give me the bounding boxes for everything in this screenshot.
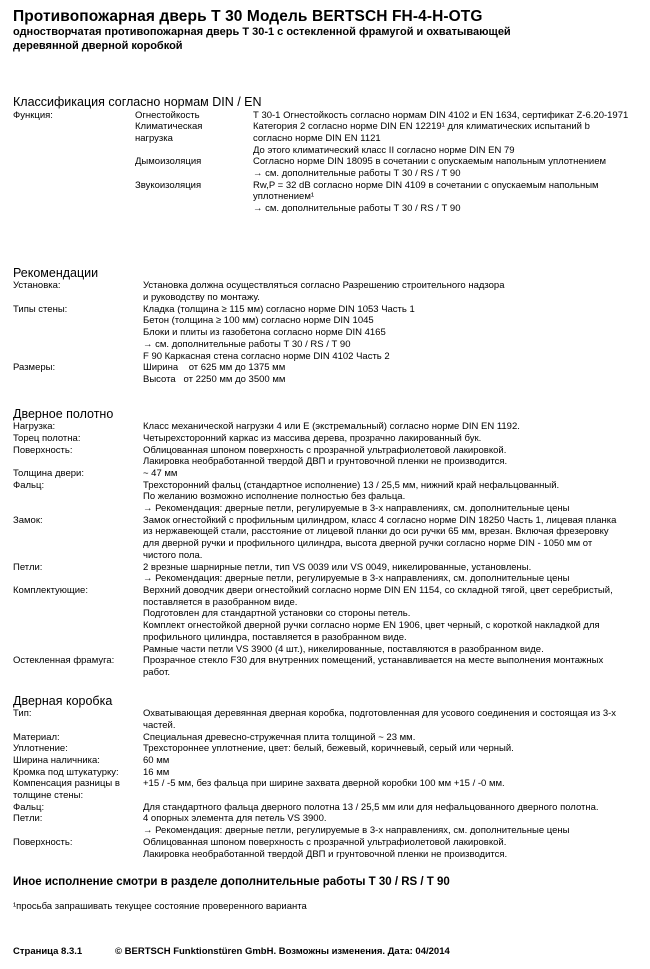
spec-row bbox=[13, 110, 638, 122]
section-heading-door-frame: Дверная коробка bbox=[13, 693, 113, 708]
spec-row bbox=[13, 156, 638, 168]
section-recommendations bbox=[13, 267, 638, 386]
row-label: Уплотнение: bbox=[13, 743, 68, 755]
row-label bbox=[13, 339, 143, 351]
row-text: По желанию возможно исполнение полностью без фальца. bbox=[143, 491, 406, 503]
row-label bbox=[13, 825, 143, 837]
row-sublabel bbox=[135, 191, 253, 203]
row-text: и руководству по монтажу. bbox=[143, 292, 260, 304]
spec-row bbox=[13, 468, 638, 480]
row-label: Установка: bbox=[13, 280, 61, 292]
row-label bbox=[13, 292, 143, 304]
row-text: Т 30-1 Огнестойкость согласно нормам DIN 4102 и EN 1634, сертификат Z-6.20-1971 bbox=[253, 109, 629, 121]
row-text: 16 мм bbox=[143, 766, 170, 778]
recommendations-rows bbox=[13, 280, 638, 385]
spec-row bbox=[13, 168, 638, 180]
spec-row bbox=[13, 304, 638, 316]
row-label bbox=[13, 168, 135, 180]
row-text: Класс механической нагрузки 4 или Е (экстремальный) согласно норме DIN EN 1192. bbox=[143, 421, 520, 433]
row-label bbox=[13, 526, 143, 538]
row-text: поставляется в разобранном виде. bbox=[143, 596, 298, 608]
row-text: Лакировка необработанной твердой ДВП и грунтовочной пленки не производится. bbox=[143, 848, 508, 860]
spec-row bbox=[13, 813, 638, 825]
row-text: Облицованная шпоном поверхность с прозрачной ультрафиолетовой лакировкой. bbox=[143, 836, 507, 848]
row-text: Rw,P = 32 dB согласно норме DIN 4109 в сочетании с опускаемым напольным bbox=[253, 179, 599, 191]
spec-row bbox=[13, 503, 638, 515]
row-sublabel: Звукоизоляция bbox=[135, 179, 202, 191]
spec-row bbox=[13, 644, 638, 656]
spec-row bbox=[13, 732, 638, 744]
spec-row bbox=[13, 790, 638, 802]
row-text: чистого пола. bbox=[143, 549, 203, 561]
row-text: Прозрачное стекло F30 для внутренних помещений, устанавливается на месте выполнения монтажных bbox=[143, 655, 604, 667]
spec-row bbox=[13, 315, 638, 327]
spec-row bbox=[13, 191, 638, 203]
row-sublabel: Огнестойкость bbox=[135, 109, 200, 121]
spec-row bbox=[13, 203, 638, 215]
row-text: Четырехсторонний каркас из массива дерева, прозрачно лакированный бук. bbox=[143, 432, 482, 444]
spec-row bbox=[13, 339, 638, 351]
row-label: Петли: bbox=[13, 561, 43, 573]
row-label: Поверхность: bbox=[13, 444, 73, 456]
row-text: 2 врезные шарнирные петли, тип VS 0039 или VS 0049, никелированные, установлены. bbox=[143, 561, 532, 573]
row-label: Остекленная фрамуга: bbox=[13, 655, 115, 667]
row-text: Замок огнестойкий с профильным цилиндром, класс 4 согласно норме DIN 18250 Часть 1, лицевая планка bbox=[143, 514, 617, 526]
row-label: Нагрузка: bbox=[13, 421, 56, 433]
spec-row bbox=[13, 573, 638, 585]
row-label bbox=[13, 121, 135, 133]
row-text: Комплект огнестойкой дверной ручки согласно норме EN 1906, цвет черный, с короткой накладкой для bbox=[143, 620, 600, 632]
row-label: Толщина двери: bbox=[13, 467, 84, 479]
row-label bbox=[13, 720, 143, 732]
row-label bbox=[13, 632, 143, 644]
spec-row bbox=[13, 597, 638, 609]
spec-row bbox=[13, 433, 638, 445]
row-text: Трехстороннее уплотнение, цвет: белый, бежевый, коричневый, серый или черный. bbox=[143, 743, 514, 755]
row-text: Охватывающая деревянная дверная коробка, подготовленная для усового соединения и состоящая из 3-х bbox=[143, 708, 617, 720]
section-classification bbox=[13, 96, 638, 215]
row-label bbox=[13, 351, 143, 363]
section-heading-recommendations: Рекомендации bbox=[13, 265, 99, 280]
row-text: F 90 Каркасная стена согласно норме DIN 4102 Часть 2 bbox=[143, 350, 390, 362]
row-text: Блоки и плиты из газобетона согласно норме DIN 4165 bbox=[143, 327, 386, 339]
spec-row bbox=[13, 327, 638, 339]
row-text: Подготовлен для стандартной установки со стороны петель. bbox=[143, 608, 411, 620]
row-text: профильного цилиндра, поставляется в разобранном виде. bbox=[143, 631, 407, 643]
section-heading-door-leaf: Дверное полотно bbox=[13, 406, 114, 421]
row-text: → Рекомендация: дверные петли, регулируемые в 3-х направлениях, см. дополнительные цены bbox=[143, 825, 570, 837]
row-label: Замок: bbox=[13, 514, 43, 526]
row-label: толщине стены: bbox=[13, 790, 84, 802]
row-text: +15 / -5 мм, без фальца при ширине захвата дверной коробки 100 мм +15 / -0 мм. bbox=[143, 778, 505, 790]
spec-row bbox=[13, 374, 638, 386]
row-text: уплотнением¹ bbox=[253, 191, 315, 203]
row-label bbox=[13, 644, 143, 656]
row-label bbox=[13, 550, 143, 562]
row-text: → Рекомендация: дверные петли, регулируемые в 3-х направлениях, см. дополнительные цены bbox=[143, 573, 570, 585]
page-footer bbox=[13, 946, 637, 958]
spec-row bbox=[13, 778, 638, 790]
spec-row bbox=[13, 755, 638, 767]
row-label: Типы стены: bbox=[13, 303, 68, 315]
row-text: Лакировка необработанной твердой ДВП и грунтовочной пленки не производится. bbox=[143, 456, 508, 468]
row-sublabel: Климатическая bbox=[135, 121, 203, 133]
spec-row bbox=[13, 480, 638, 492]
row-text: Ширина от 625 мм до 1375 мм bbox=[143, 362, 286, 374]
spec-row bbox=[13, 632, 638, 644]
classification-rows bbox=[13, 110, 638, 215]
row-sublabel bbox=[135, 168, 253, 180]
row-text: → см. дополнительные работы Т 30 / RS / Т 90 bbox=[253, 168, 461, 180]
row-label bbox=[13, 503, 143, 515]
spec-row bbox=[13, 585, 638, 597]
spec-row bbox=[13, 421, 638, 433]
spec-row bbox=[13, 562, 638, 574]
document-subtitle-line-2: деревянной дверной коробкой bbox=[13, 39, 183, 52]
section-door-frame bbox=[13, 695, 638, 861]
row-label bbox=[13, 597, 143, 609]
spec-row bbox=[13, 550, 638, 562]
spec-row bbox=[13, 133, 638, 145]
row-text: Установка должна осуществляться согласно Разрешению строительного надзора bbox=[143, 280, 505, 292]
footer-page-number: Страница 8.3.1 bbox=[13, 946, 83, 958]
row-text: Облицованная шпоном поверхность с прозрачной ультрафиолетовой лакировкой. bbox=[143, 444, 507, 456]
spec-row bbox=[13, 538, 638, 550]
document-subtitle-line-1: одностворчатая противопожарная дверь Т 30-1 с остекленной фрамугой и охватывающей bbox=[13, 26, 511, 38]
row-label bbox=[13, 156, 135, 168]
row-text bbox=[143, 790, 638, 802]
row-text: Согласно норме DIN 18095 в сочетании с опускаемым напольным уплотнением bbox=[253, 156, 607, 168]
spec-row bbox=[13, 145, 638, 157]
document-title: Противопожарная дверь Т 30 Модель BERTSCH FH-4-H-OTG bbox=[13, 8, 483, 25]
row-text: согласно норме DIN EN 1121 bbox=[253, 132, 381, 144]
spec-row bbox=[13, 292, 638, 304]
row-label bbox=[13, 620, 143, 632]
row-text: частей. bbox=[143, 719, 176, 731]
row-label bbox=[13, 191, 135, 203]
section-door-leaf bbox=[13, 408, 638, 679]
door-frame-rows bbox=[13, 708, 638, 860]
row-label: Торец полотна: bbox=[13, 432, 81, 444]
row-text: из нержавеющей стали, расстояние от лицевой планки до оси ручки 65 мм, врезан. Включая фрезеровку bbox=[143, 526, 609, 538]
row-label bbox=[13, 491, 143, 503]
row-label: Петли: bbox=[13, 813, 43, 825]
spec-row bbox=[13, 802, 638, 814]
row-text: Специальная древесно-стружечная плита толщиной ~ 23 мм. bbox=[143, 731, 416, 743]
spec-row bbox=[13, 708, 638, 720]
spec-row bbox=[13, 526, 638, 538]
row-text: работ. bbox=[143, 666, 171, 678]
spec-row bbox=[13, 362, 638, 374]
spec-row bbox=[13, 456, 638, 468]
row-label bbox=[13, 203, 135, 215]
row-label: Размеры: bbox=[13, 362, 56, 374]
row-label bbox=[13, 145, 135, 157]
row-label: Поверхность: bbox=[13, 836, 73, 848]
row-label: Фальц: bbox=[13, 801, 45, 813]
row-label bbox=[13, 327, 143, 339]
row-label bbox=[13, 180, 135, 192]
row-sublabel: нагрузка bbox=[135, 132, 173, 144]
row-label bbox=[13, 667, 143, 679]
row-text: 4 опорных элемента для петель VS 3900. bbox=[143, 813, 327, 825]
row-text: До этого климатический класс II согласно норме DIN EN 79 bbox=[253, 144, 515, 156]
row-label bbox=[13, 538, 143, 550]
spec-row bbox=[13, 743, 638, 755]
row-text: Высота от 2250 мм до 3500 мм bbox=[143, 373, 286, 385]
spec-row bbox=[13, 121, 638, 133]
row-text: → Рекомендация: дверные петли, регулируемые в 3-х направлениях, см. дополнительные цены bbox=[143, 503, 570, 515]
row-text: 60 мм bbox=[143, 754, 170, 766]
spec-row bbox=[13, 837, 638, 849]
row-label: Ширина наличника: bbox=[13, 754, 100, 766]
row-label bbox=[13, 573, 143, 585]
spec-row bbox=[13, 491, 638, 503]
row-label bbox=[13, 849, 143, 861]
row-label: Фальц: bbox=[13, 479, 45, 491]
spec-row bbox=[13, 655, 638, 667]
row-text: Бетон (толщина ≥ 100 мм) согласно норме DIN 1045 bbox=[143, 315, 374, 327]
row-sublabel bbox=[135, 145, 253, 157]
section-heading-classification: Классификация согласно нормам DIN / EN bbox=[13, 95, 262, 109]
row-label: Функция: bbox=[13, 109, 53, 121]
row-text: для дверной ручки и профильного цилиндра, высота дверной ручки согласно норме DIN - 1050 мм от bbox=[143, 538, 593, 550]
row-label: Тип: bbox=[13, 708, 32, 720]
row-label bbox=[13, 608, 143, 620]
row-label: Компенсация разницы в bbox=[13, 778, 120, 790]
row-sublabel bbox=[135, 203, 253, 215]
row-label: Кромка под штукатурку: bbox=[13, 766, 119, 778]
row-label: Материал: bbox=[13, 731, 60, 743]
row-label bbox=[13, 374, 143, 386]
spec-row bbox=[13, 825, 638, 837]
spec-row bbox=[13, 767, 638, 779]
row-sublabel: Дымоизоляция bbox=[135, 156, 202, 168]
spec-row bbox=[13, 180, 638, 192]
spec-row bbox=[13, 620, 638, 632]
row-label bbox=[13, 456, 143, 468]
spec-row bbox=[13, 280, 638, 292]
footnote: ¹просьба запрашивать текущее состояние проверенного варианта bbox=[13, 901, 307, 913]
row-text: Рамные части петли VS 3900 (4 шт.), никелированные, поставляются в разобранном виде. bbox=[143, 643, 544, 655]
row-text: Для стандартного фальца дверного полотна 13 / 25,5 мм или для нефальцованного дверного полотна. bbox=[143, 801, 599, 813]
door-leaf-rows bbox=[13, 421, 638, 678]
spec-row bbox=[13, 667, 638, 679]
row-label: Комплектующие: bbox=[13, 585, 88, 596]
row-text: Кладка (толщина ≥ 115 мм) согласно норме DIN 1053 Часть 1 bbox=[143, 303, 415, 315]
spec-row bbox=[13, 720, 638, 732]
row-text: Трехсторонний фальц (стандартное исполнение) 13 / 25,5 мм, нижний край нефальцованный. bbox=[143, 479, 560, 491]
row-label bbox=[13, 133, 135, 145]
row-text: → см. дополнительные работы Т 30 / RS / Т 90 bbox=[253, 203, 461, 215]
footer-copyright: © BERTSCH Funktionstüren GmbH. Возможны изменения. Дата: 04/2014 bbox=[115, 946, 450, 958]
spec-row bbox=[13, 445, 638, 457]
spec-row bbox=[13, 515, 638, 527]
row-text: Категория 2 согласно норме DIN EN 12219¹ для климатических испытаний b bbox=[253, 121, 590, 133]
row-text: ~ 47 мм bbox=[143, 467, 178, 479]
spec-row bbox=[13, 351, 638, 363]
note-heading: Иное исполнение смотри в разделе дополнительные работы Т 30 / RS / Т 90 bbox=[13, 876, 450, 889]
row-label bbox=[13, 315, 143, 327]
spec-row bbox=[13, 849, 638, 861]
spec-row bbox=[13, 608, 638, 620]
row-text: Верхний доводчик двери огнестойкий согласно норме DIN EN 1154, со складной тягой, цвет серебристый, bbox=[143, 585, 613, 596]
row-text: → см. дополнительные работы Т 30 / RS / Т 90 bbox=[143, 338, 351, 350]
